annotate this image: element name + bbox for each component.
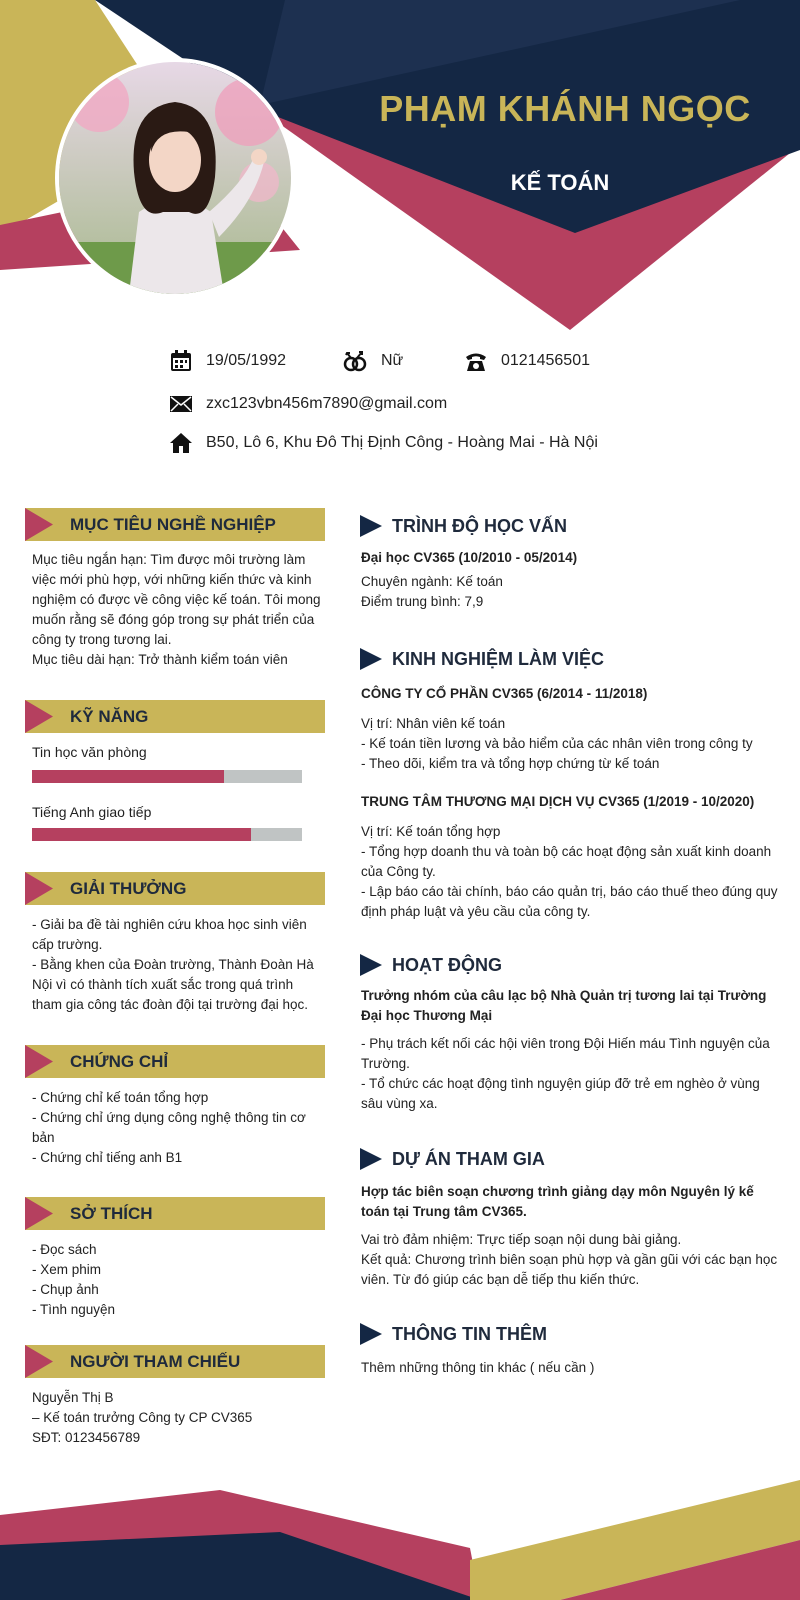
experience-line: - Kế toán tiền lương và bảo hiểm của các nhân viên trong công ty xyxy=(361,736,753,751)
experience-line: - Lập báo cáo tài chính, báo cáo quản trị, báo cáo thuế theo đúng quy định pháp luật và yêu cầu của công ty. xyxy=(361,884,778,919)
triangle-marker-icon xyxy=(25,1345,55,1378)
skill-bar-fill xyxy=(32,828,251,841)
career-goal-long: Mục tiêu dài hạn: Trở thành kiểm toán viên xyxy=(32,652,288,667)
gender-row xyxy=(343,350,403,372)
certificate-item: - Chứng chỉ ứng dụng công nghệ thông tin cơ bản xyxy=(32,1110,306,1145)
experience-line: - Theo dõi, kiểm tra và tổng hợp chứng từ kế toán xyxy=(361,756,660,771)
activity-item: - Tổ chức các hoạt động tình nguyện giúp đỡ trẻ em nghèo ở vùng sâu vùng xa. xyxy=(361,1076,760,1111)
hobby-item: - Xem phim xyxy=(32,1262,102,1277)
hobbies-header xyxy=(25,1197,325,1230)
awards-title: GIẢI THƯỞNG xyxy=(70,879,187,898)
experience-job-2 xyxy=(361,792,781,922)
email-row xyxy=(170,395,447,413)
reference-phone: SĐT: 0123456789 xyxy=(32,1430,141,1445)
birthday-text: 19/05/1992 xyxy=(206,352,287,369)
activities-body xyxy=(361,986,781,1114)
triangle-marker-icon xyxy=(25,508,55,541)
hobby-item: - Chụp ảnh xyxy=(32,1282,99,1297)
experience-header xyxy=(360,648,604,670)
reference-header xyxy=(25,1345,325,1378)
home-icon xyxy=(170,432,192,454)
triangle-marker-icon xyxy=(25,1197,55,1230)
triangle-marker-icon xyxy=(25,700,55,733)
education-major: Chuyên ngành: Kế toán xyxy=(361,574,503,589)
activities-heading: Trưởng nhóm của câu lạc bộ Nhà Quản trị tương lai tại Trường Đại học Thương Mại xyxy=(361,988,767,1023)
hobbies-body xyxy=(32,1240,324,1320)
reference-name: Nguyễn Thị B xyxy=(32,1390,114,1405)
reference-position: – Kế toán trưởng Công ty CP CV365 xyxy=(32,1410,253,1425)
activities-title: HOẠT ĐỘNG xyxy=(392,954,502,975)
education-header xyxy=(360,515,567,537)
education-body xyxy=(361,548,781,612)
mail-icon xyxy=(170,396,192,412)
skills-header xyxy=(25,700,325,733)
hobbies-title: SỞ THÍCH xyxy=(70,1204,153,1223)
activities-header xyxy=(360,954,502,976)
experience-line: Vị trí: Nhân viên kế toán xyxy=(361,716,506,731)
award-item: - Giải ba đề tài nghiên cứu khoa học sinh viên cấp trường. xyxy=(32,917,307,952)
experience-company: TRUNG TÂM THƯƠNG MẠI DỊCH VỤ CV365 (1/2019 - 10/2020) xyxy=(361,794,755,809)
birthday-row xyxy=(170,350,286,372)
experience-line: - Tổng hợp doanh thu và toàn bộ các hoạt động sản xuất kinh doanh của Công ty. xyxy=(361,844,772,879)
skill-bar xyxy=(32,828,302,841)
skills-title: KỸ NĂNG xyxy=(70,707,149,726)
projects-body xyxy=(361,1182,781,1290)
experience-job-1 xyxy=(361,684,781,774)
triangle-marker-icon xyxy=(360,1323,382,1345)
education-title: TRÌNH ĐỘ HỌC VẤN xyxy=(392,515,567,536)
address-text: B50, Lô 6, Khu Đô Thị Định Công - Hoàng Mai - Hà Nội xyxy=(206,434,598,451)
triangle-marker-icon xyxy=(360,515,382,537)
education-school: Đại học CV365 (10/2010 - 05/2014) xyxy=(361,550,578,565)
skill-label: Tin học văn phòng xyxy=(32,744,147,760)
email-text: zxc123vbn456m7890@gmail.com xyxy=(206,395,448,412)
phone-row xyxy=(465,350,590,372)
job-title: KẾ TOÁN xyxy=(510,170,610,195)
awards-body xyxy=(32,915,324,1015)
experience-line: Vị trí: Kế toán tổng hợp xyxy=(361,824,501,839)
skill-bar-fill xyxy=(32,770,224,783)
career-goal-title: MỤC TIÊU NGHỀ NGHIỆP xyxy=(70,515,276,534)
extra-item: Thêm những thông tin khác ( nếu cần ) xyxy=(361,1360,595,1375)
extra-title: THÔNG TIN THÊM xyxy=(392,1323,547,1344)
certificates-title: CHỨNG CHỈ xyxy=(70,1052,169,1071)
projects-title: DỰ ÁN THAM GIA xyxy=(392,1148,545,1169)
certificate-item: - Chứng chỉ tiếng anh B1 xyxy=(32,1150,183,1165)
triangle-marker-icon xyxy=(360,1148,382,1170)
career-goal-body xyxy=(32,550,324,670)
projects-header xyxy=(360,1148,545,1170)
extra-header xyxy=(360,1323,547,1345)
gender-icon xyxy=(343,350,367,372)
certificate-item: - Chứng chỉ kế toán tổng hợp xyxy=(32,1090,209,1105)
phone-icon xyxy=(465,350,487,372)
career-goal-header xyxy=(25,508,325,541)
awards-header xyxy=(25,872,325,905)
experience-company: CÔNG TY CỔ PHẦN CV365 (6/2014 - 11/2018) xyxy=(361,686,648,701)
gender-text: Nữ xyxy=(381,352,404,369)
triangle-marker-icon xyxy=(360,648,382,670)
reference-body xyxy=(32,1388,324,1448)
address-row xyxy=(170,432,598,454)
award-item: - Bằng khen của Đoàn trường, Thành Đoàn Hà Nội vì có thành tích xuất sắc trong quá trình tham gia công tác đoàn đội tại trường đại học. xyxy=(32,957,314,1012)
triangle-marker-icon xyxy=(25,1045,55,1078)
profile-photo xyxy=(55,58,295,298)
candidate-name: PHẠM KHÁNH NGỌC xyxy=(379,88,751,129)
certificates-header xyxy=(25,1045,325,1078)
triangle-marker-icon xyxy=(25,872,55,905)
phone-text: 0121456501 xyxy=(501,352,590,369)
hobby-item: - Đọc sách xyxy=(32,1242,97,1257)
hobby-item: - Tình nguyện xyxy=(32,1302,116,1317)
skill-label: Tiếng Anh giao tiếp xyxy=(32,804,152,820)
reference-title: NGƯỜI THAM CHIẾU xyxy=(70,1352,241,1371)
triangle-marker-icon xyxy=(360,954,382,976)
calendar-icon xyxy=(170,350,192,372)
project-item: Kết quả: Chương trình biên soạn phù hợp và gần gũi với các bạn học viên. Từ đó giúp các bạn dễ tiếp thu kiến thức. xyxy=(361,1252,778,1287)
career-goal-short: Mục tiêu ngắn hạn: Tìm được môi trường làm việc mới phù hợp, với những kiến thức và kinh nghiệm có được về công việc kế toán. Tôi mong muốn rằng sẽ đóng góp trong sự phát triển của công ty trong tương lai. xyxy=(32,552,321,647)
activity-item: - Phụ trách kết nối các hội viên trong Đội Hiến máu Tình nguyện của Trường. xyxy=(361,1036,770,1071)
experience-title: KINH NGHIỆM LÀM VIỆC xyxy=(392,648,605,669)
education-gpa: Điểm trung bình: 7,9 xyxy=(361,594,484,609)
projects-heading: Hợp tác biên soạn chương trình giảng dạy môn Nguyên lý kế toán tại Trung tâm CV365. xyxy=(361,1184,754,1219)
certificates-body xyxy=(32,1088,324,1168)
extra-body xyxy=(361,1358,781,1378)
project-item: Vai trò đảm nhiệm: Trực tiếp soạn nội dung bài giảng. xyxy=(361,1232,682,1247)
skill-bar xyxy=(32,770,302,783)
